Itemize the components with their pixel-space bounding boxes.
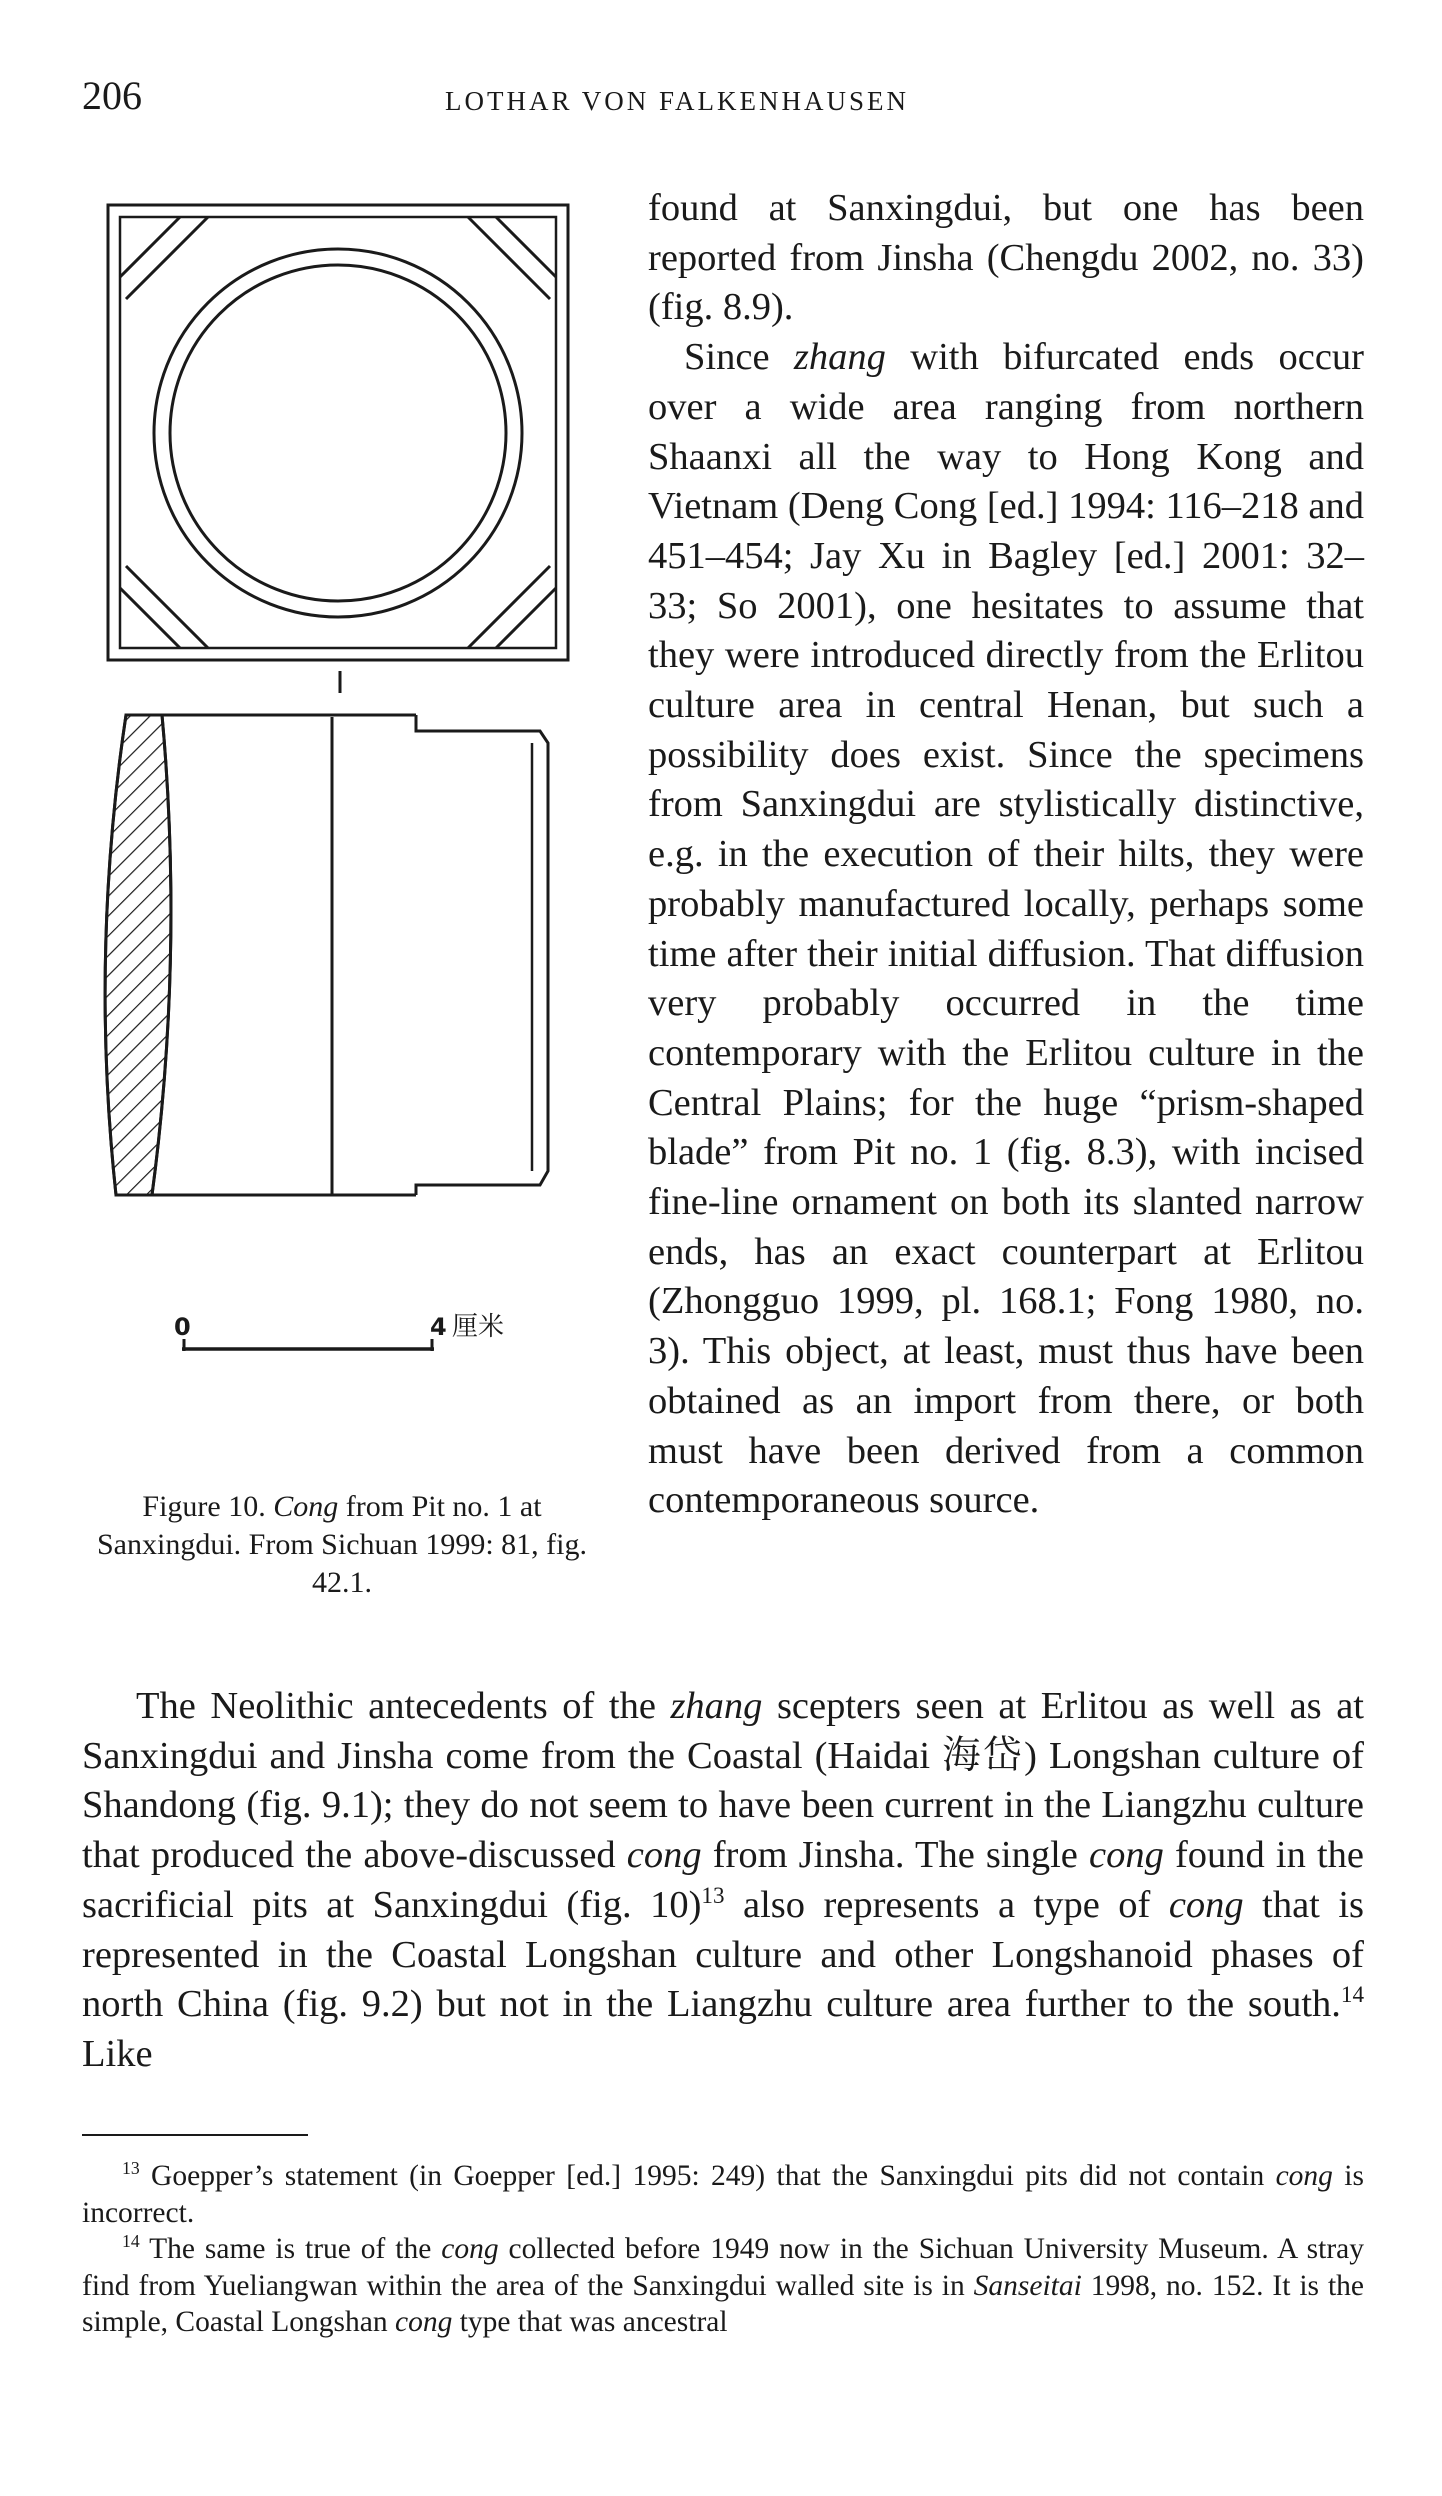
page-number: 206	[82, 73, 142, 118]
caption-term: Cong	[273, 1490, 339, 1523]
footnotes	[82, 2158, 1364, 2341]
footnote-divider	[82, 2134, 308, 2136]
footnote-14: $^{14}$ The same is true of the cong collected before 1949 now in the Sichuan University Museum. A stray find from Yueliangwan within the area of the Sanxingdui walled site is in Sanseitai 1998, no. 152. It is the simple, Coastal Longshan cong type that was ancestral	[82, 2231, 1364, 2338]
body-paragraph: The Neolithic antecedents of the zhang scepters seen at Erlitou as well as at Sanxingdui and Jinsha come from the Coastal (Haidai 海岱) Longshan culture of Shandong (fig. 9.1); they do not seem to have been current in the Liangzhu culture that produced the above-discussed cong from Jinsha. The single cong found in the sacrificial pits at Sanxingdui (fig. 10)$^{13}$ also represents a type of cong that is represented in the Coastal Longshan culture and other Longshanoid phases of north China (fig. 9.2) but not in the Liangzhu culture area further to the south.$^{14}$ Like	[82, 1685, 1365, 2075]
running-head: LOTHAR VON FALKENHAUSEN	[445, 86, 909, 116]
full-width-paragraph	[82, 1682, 1364, 2080]
outer-ring	[154, 249, 522, 617]
cong-figure	[96, 195, 576, 1395]
footnote-13: $^{13}$ Goepper’s statement (in Goepper [ed.] 1995: 249) that the Sanxingdui pits did not contain cong is incorrect.	[82, 2158, 1364, 2229]
top-view-inner-square	[120, 217, 556, 648]
scale-start-label: 0	[174, 1313, 191, 1341]
scale-unit-label: 厘米	[452, 1312, 505, 1342]
footnote-ref-14[interactable]: 14	[1340, 1981, 1364, 2008]
caption-prefix: Figure 10.	[142, 1490, 274, 1523]
top-view-outer-square	[108, 205, 568, 660]
scale-bar	[174, 1312, 504, 1351]
side-view	[105, 715, 548, 1195]
caption-text: from Pit no. 1 at Sanxingdui. From Sichuan 1999: 81, fig. 42.1.	[97, 1490, 587, 1599]
column-paragraph-1: found at Sanxingdui, but one has been reported from Jinsha (Chengdu 2002, no. 33) (fig. 8.9).	[648, 187, 1364, 329]
figure-caption	[82, 1488, 602, 1602]
scale-end-label: 4	[430, 1313, 447, 1341]
inner-ring	[170, 265, 506, 601]
cong-drawing	[96, 195, 576, 1395]
footnote-ref-13[interactable]: 13	[701, 1881, 725, 1908]
top-view	[108, 205, 568, 660]
column-paragraph-2: Since zhang with bifurcated ends occur over a wide area ranging from northern Shaanxi all the way to Hong Kong and Vietnam (Deng Cong [ed.] 1994: 116–218 and 451–454; Jay Xu in Bagley [ed.] 2001: 32–33; So 2001), one hesitates to assume that they were introduced directly from the Erlitou culture area in central Henan, but such a possibility does exist. Since the specimens from Sanxingdui are stylistically distinctive, e.g. in the execution of their hilts, they were probably manufactured locally, perhaps some time after their initial diffusion. That diffusion very probably occurred in the time contemporary with the Erlitou culture in the Central Plains; for the huge “prism-shaped blade” from Pit no. 1 (fig. 8.3), with incised fine-line ornament on both its slanted narrow ends, has an exact counterpart at Erlitou (Zhongguo 1999, pl. 168.1; Fong 1980, no. 3). This object, at least, must thus have been obtained as an import from there, or both must have been derived from a common contemporaneous source.	[648, 336, 1364, 1522]
column-text	[648, 184, 1364, 1526]
